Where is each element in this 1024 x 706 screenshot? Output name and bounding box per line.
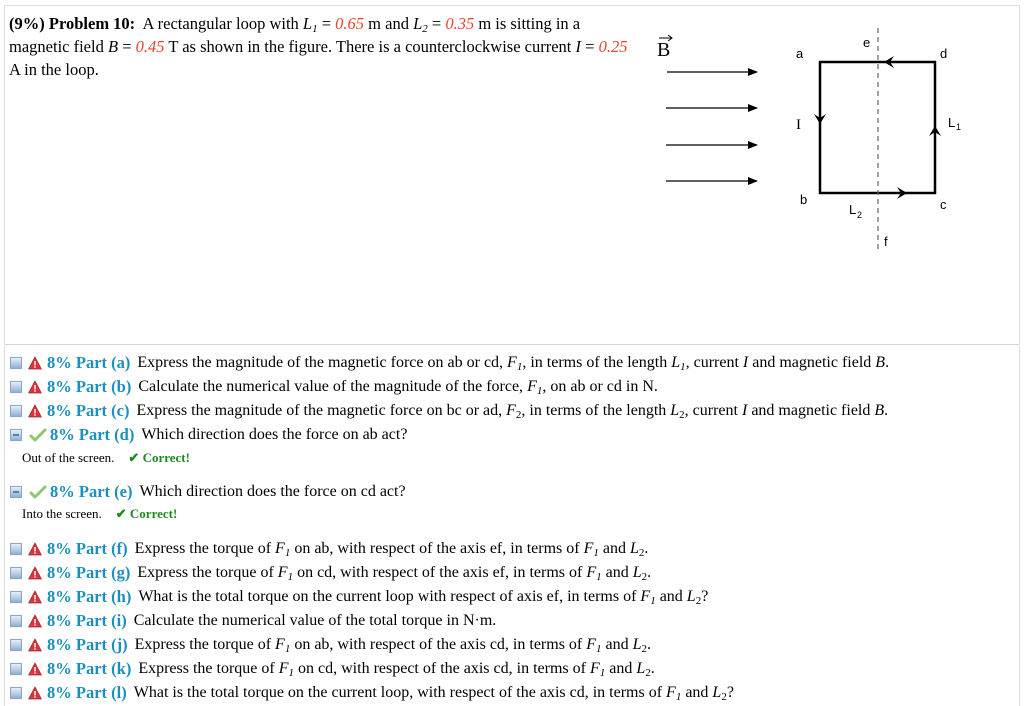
part-a[interactable] (10, 352, 889, 374)
part-label[interactable]: 8% Part (c) (47, 401, 130, 420)
axis-e: e (863, 35, 871, 50)
part-l[interactable] (10, 682, 734, 704)
part-question: Express the torque of $F_1$ on cd, with respect of the axis cd, in terms of $F_1$ and $L_2$. (138, 660, 655, 679)
part-label[interactable]: 8% Part (g) (47, 563, 131, 582)
part-label[interactable]: 8% Part (a) (47, 353, 131, 372)
current-label: I (796, 117, 801, 133)
part-label[interactable]: 8% Part (i) (47, 611, 127, 630)
side-L2: L (849, 202, 857, 217)
correct-feedback: ✔ Correct! (115, 506, 178, 521)
collapse-toggle-icon[interactable] (10, 615, 22, 627)
field-label: B (657, 39, 671, 61)
svg-text:2: 2 (857, 210, 863, 220)
warning-icon (28, 686, 42, 700)
part-question: Which direction does the force on ab act? (141, 426, 408, 443)
collapse-toggle-icon[interactable] (10, 663, 22, 675)
part-label[interactable]: 8% Part (d) (50, 425, 135, 444)
part-question: Express the torque of $F_1$ on ab, with respect of the axis ef, in terms of $F_1$ and $L_2$. (134, 540, 649, 559)
checkmark-icon (28, 428, 48, 442)
collapse-toggle-icon[interactable] (10, 405, 22, 417)
part-question: Express the torque of $F_1$ on cd, with respect of the axis ef, in terms of $F_1$ and $L_2$. (137, 564, 652, 583)
part-label[interactable]: 8% Part (b) (47, 377, 132, 396)
part-d-answer (22, 450, 190, 466)
collapse-toggle-icon[interactable] (10, 543, 22, 555)
warning-icon (28, 356, 42, 370)
collapse-toggle-icon[interactable] (10, 429, 22, 441)
warning-icon (28, 590, 42, 604)
part-question: What is the total torque on the current loop, with respect of the axis cd, in terms of $F_1$ and $L_2$? (133, 684, 734, 703)
warning-icon (28, 638, 42, 652)
corner-d: d (940, 46, 948, 61)
warning-icon (28, 404, 42, 418)
part-c[interactable] (10, 400, 888, 422)
part-label[interactable]: 8% Part (e) (50, 482, 133, 501)
value-L2: 0.35 (445, 14, 475, 33)
submitted-answer: Into the screen. (22, 506, 102, 521)
value-L1: 0.65 (335, 14, 365, 33)
field-arrows (666, 72, 757, 181)
collapse-toggle-icon[interactable] (10, 357, 22, 369)
collapse-toggle-icon[interactable] (10, 591, 22, 603)
loop-figure (650, 6, 1010, 256)
warning-icon (28, 614, 42, 628)
part-label[interactable]: 8% Part (f) (47, 539, 128, 558)
part-e[interactable] (10, 481, 406, 503)
part-label[interactable]: 8% Part (k) (47, 659, 132, 678)
part-i[interactable] (10, 610, 496, 632)
value-B: 0.45 (135, 37, 165, 56)
part-question: Express the magnitude of the magnetic force on ab or cd, $F_1$, in terms of the length $L_1$, current I and magnetic field B. (137, 354, 890, 373)
part-question: Express the torque of $F_1$ on ab, with respect of the axis cd, in terms of $F_1$ and $L_2$. (134, 636, 652, 655)
part-h[interactable] (10, 586, 708, 608)
checkmark-icon (28, 485, 48, 499)
value-I: 0.25 (598, 37, 628, 56)
part-question: Calculate the numerical value of the magnitude of the force, $F_1$, on ab or cd in N. (138, 378, 658, 397)
corner-c: c (940, 197, 947, 212)
correct-feedback: ✔ Correct! (128, 450, 190, 465)
side-L1: L (948, 115, 956, 130)
svg-text:1: 1 (956, 122, 962, 132)
corner-a: a (796, 46, 804, 61)
corner-b: b (800, 192, 808, 207)
part-label[interactable]: 8% Part (h) (47, 587, 132, 606)
warning-icon (28, 380, 42, 394)
collapse-toggle-icon[interactable] (10, 381, 22, 393)
warning-icon (28, 662, 42, 676)
collapse-toggle-icon[interactable] (10, 486, 22, 498)
part-e-answer (22, 506, 177, 522)
part-d[interactable] (10, 424, 407, 446)
part-question: Which direction does the force on cd act? (139, 483, 406, 500)
collapse-toggle-icon[interactable] (10, 639, 22, 651)
part-question: What is the total torque on the current loop with respect of axis ef, in terms of $F_1$ and $L_2$? (138, 588, 709, 607)
part-f[interactable] (10, 538, 648, 560)
axis-f: f (884, 234, 888, 249)
collapse-toggle-icon[interactable] (10, 687, 22, 699)
problem-weight: (9%) (9, 14, 45, 33)
part-k[interactable] (10, 658, 655, 680)
part-j[interactable] (10, 634, 651, 656)
collapse-toggle-icon[interactable] (10, 567, 22, 579)
submitted-answer: Out of the screen. (22, 450, 115, 465)
part-question: Express the magnitude of the magnetic force on bc or ad, $F_2$, in terms of the length $L_2$, current I and magnetic field B. (136, 402, 889, 421)
part-question: Calculate the numerical value of the total torque in N·m. (133, 612, 497, 629)
part-g[interactable] (10, 562, 651, 584)
problem-title: Problem 10: (48, 14, 136, 33)
part-b[interactable] (10, 376, 658, 398)
problem-statement: (9%) Problem 10: A rectangular loop with $L_1 = 0.65$ m and $L_2 = 0.35$ m is sitting in a magnetic field B = 0.45 T as shown in the figure. There is a counterclockwise current I = 0.25 A in the loop. (9, 14, 628, 79)
warning-icon (28, 542, 42, 556)
part-label[interactable]: 8% Part (l) (47, 683, 127, 702)
part-label[interactable]: 8% Part (j) (47, 635, 128, 654)
warning-icon (28, 566, 42, 580)
